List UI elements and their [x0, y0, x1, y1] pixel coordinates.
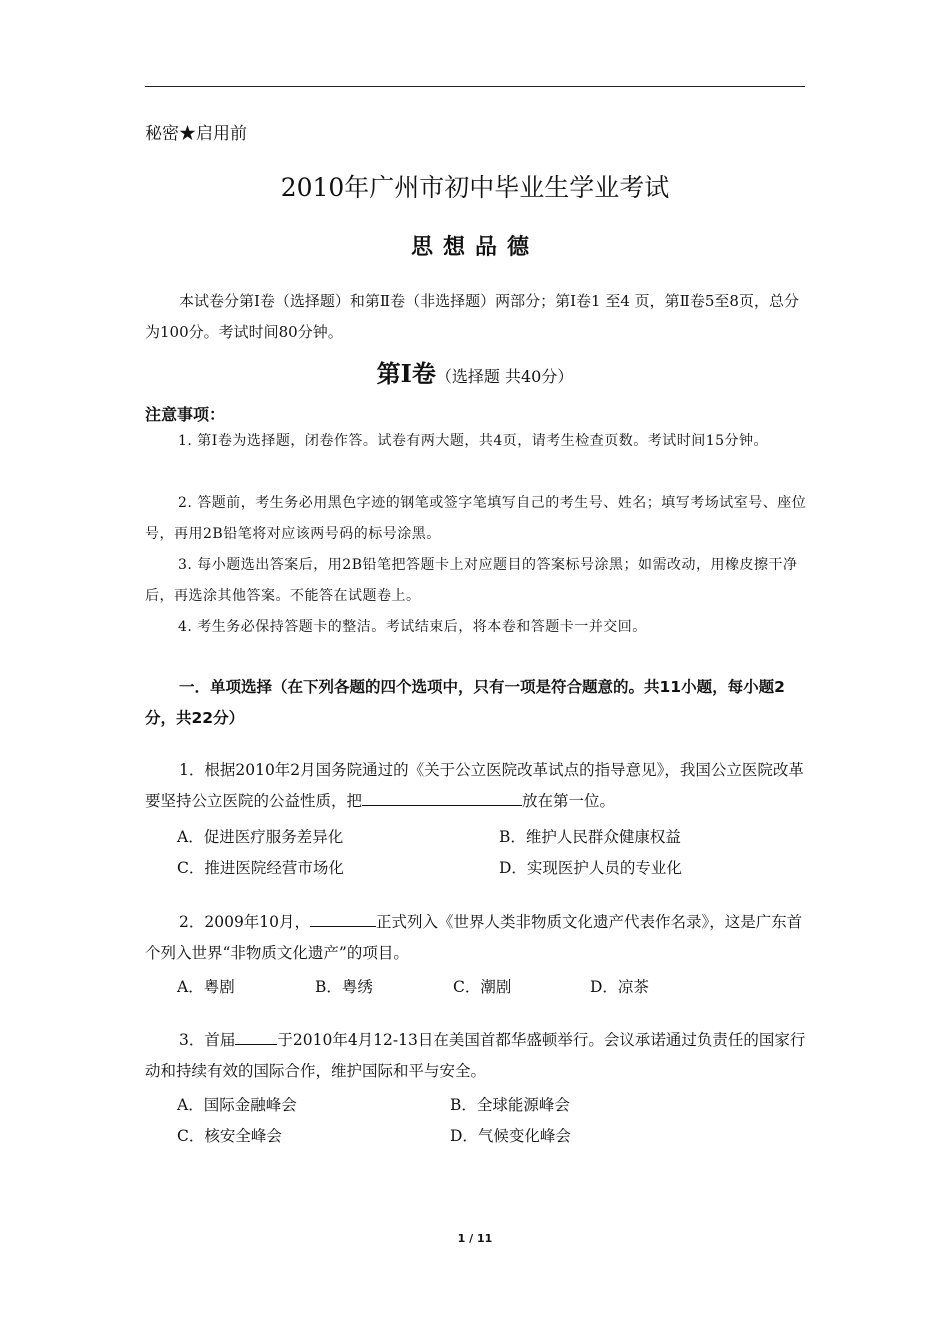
subject-title: 思想品德	[410, 234, 539, 260]
q2-option-d: D．凉茶	[590, 978, 649, 996]
notice-heading: 注意事项：	[145, 405, 226, 424]
notice-item: 4. 考生务必保持答题卡的整洁。考试结束后，将本卷和答题卡一并交回。	[178, 619, 647, 635]
section1-heading: 一．单项选择（在下列各题的四个选项中，只有一项是符合题意的。共11小题，每小题2分，共22分）	[145, 678, 785, 727]
q1-option-a: A．促进医疗服务差异化	[177, 828, 344, 846]
part1-label: 第Ⅰ卷	[376, 359, 436, 388]
q2-option-a: A．粤剧	[177, 978, 235, 996]
secret-label: 秘密★启用前	[145, 124, 247, 144]
answer-blank	[310, 910, 376, 927]
header-rule	[145, 86, 805, 87]
notice-item: 2. 答题前，考生务必用黑色字迹的钢笔或签字笔填写自己的考生号、姓名；填写考场试室号、座位号，再用2B铅笔将对应该两号码的标号涂黑。	[145, 495, 807, 542]
page-number: 1 / 11	[457, 1232, 493, 1245]
q2-option-b: B．粤绣	[315, 978, 373, 996]
notice-item: 3. 每小题选出答案后，用2B铅笔把答题卡上对应题目的答案标号涂黑；如需改动，用橡皮擦干净后，再选涂其他答案。不能答在试题卷上。	[145, 557, 798, 604]
question-1-text-pre: 1．根据2010年2月国务院通过的《关于公立医院改革试点的指导意见》，我国公立医院改革要坚持公立医院的公益性质，把	[145, 761, 804, 810]
notice-item: 1. 第Ⅰ卷为选择题，闭卷作答。试卷有两大题，共4页，请考生检查页数。考试时间15分钟。	[178, 433, 769, 449]
q3-option-c: C．核安全峰会	[177, 1127, 282, 1145]
q3-option-a: A．国际金融峰会	[177, 1096, 297, 1114]
question-1-text-post: 放在第一位。	[522, 792, 616, 810]
question-3-text-post: 于2010年4月12-13日在美国首都华盛顿举行。会议承诺通过负责任的国家行动和持续有效的国际合作，维护国际和平与安全。	[145, 1031, 806, 1080]
q1-option-c: C．推进医院经营市场化	[177, 859, 344, 877]
question-2-text-pre: 2．2009年10月，	[179, 913, 311, 931]
answer-blank	[235, 1028, 277, 1045]
question-3	[145, 1025, 810, 1087]
answer-blank	[362, 789, 522, 806]
intro-paragraph: 本试卷分第Ⅰ卷（选择题）和第Ⅱ卷（非选择题）两部分；第Ⅰ卷1 至4 页，第Ⅱ卷5至8页，总分为100分。考试时间80分钟。	[145, 292, 799, 341]
question-1	[145, 755, 810, 817]
q3-option-d: D．气候变化峰会	[450, 1127, 571, 1145]
q2-option-c: C．潮剧	[453, 978, 512, 996]
question-2-text-post: 正式列入《世界人类非物质文化遗产代表作名录》，这是广东首个列入世界“非物质文化遗产”的项目。	[145, 913, 803, 962]
q1-option-d: D．实现医护人员的专业化	[499, 859, 682, 877]
part1-heading	[0, 354, 950, 389]
q1-option-b: B．维护人民群众健康权益	[499, 828, 681, 846]
q3-option-b: B．全球能源峰会	[450, 1096, 570, 1114]
question-2	[145, 907, 810, 969]
exam-title: 2010年广州市初中毕业生学业考试	[280, 173, 670, 202]
question-3-text-pre: 3．首届	[179, 1031, 236, 1049]
part1-note: （选择题 共40分）	[435, 367, 574, 386]
